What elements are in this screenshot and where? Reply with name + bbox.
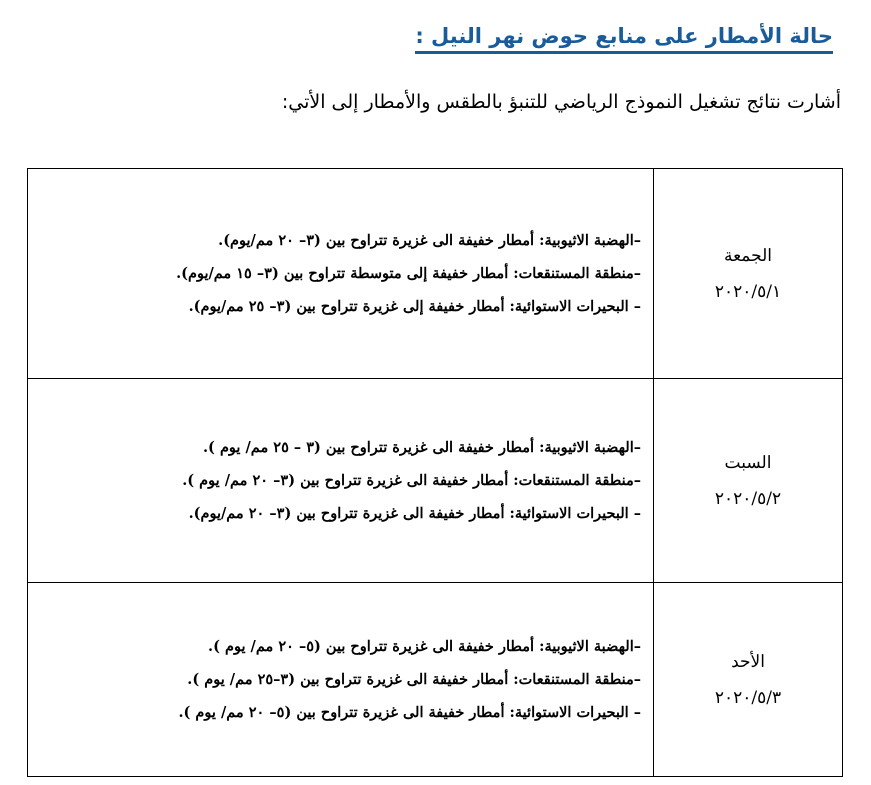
forecast-text-cell [28, 379, 654, 583]
intro-paragraph: أشارت نتائج تشغيل النموذج الرياضي للتنبؤ بالطقس والأمطار إلى الأتي: [281, 91, 841, 113]
date-value: ٢٠٢٠/٥/٢ [714, 488, 782, 509]
forecast-row-sunday [28, 583, 843, 777]
date-cell [654, 379, 843, 583]
region-equatorial-lakes: – البحيرات الاستوائية: أمطار خفيفة الى غزيرة تتراوح بين (٥– ٢٠ مم/ يوم ). [178, 704, 641, 721]
region-ethiopian-plateau: –الهضبة الاثيوبية: أمطار خفيفة الى غزيرة تتراوح بين (٣ – ٢٥ مم/ يوم ). [203, 439, 641, 456]
date-cell [654, 583, 843, 777]
page-title: حالة الأمطار على منابع حوض نهر النيل : [415, 22, 833, 54]
day-name: السبت [724, 452, 772, 473]
day-name: الأحد [731, 651, 765, 672]
forecast-row-friday [28, 169, 843, 379]
date-cell [654, 169, 843, 379]
region-ethiopian-plateau: –الهضبة الاثيوبية: أمطار خفيفة الى غزيرة تتراوح بين (٣– ٢٠ مم/يوم). [218, 232, 641, 249]
region-ethiopian-plateau: –الهضبة الاثيوبية: أمطار خفيفة الى غزيرة تتراوح بين (٥– ٢٠ مم/ يوم ). [208, 638, 641, 655]
forecast-text-cell [28, 169, 654, 379]
region-swamps: –منطقة المستنقعات: أمطار خفيفة الى غزيرة تتراوح بين (٣–٢٥ مم/ يوم ). [187, 671, 641, 688]
date-value: ٢٠٢٠/٥/١ [714, 281, 782, 302]
forecast-row-saturday [28, 379, 843, 583]
region-swamps: –منطقة المستنقعات: أمطار خفيفة الى غزيرة تتراوح بين (٣– ٢٠ مم/ يوم ). [182, 472, 641, 489]
region-equatorial-lakes: – البحيرات الاستوائية: أمطار خفيفة إلى غزيرة تتراوح بين (٣– ٢٥ مم/يوم). [188, 298, 641, 315]
forecast-table [27, 168, 843, 777]
date-value: ٢٠٢٠/٥/٣ [714, 687, 782, 708]
region-equatorial-lakes: – البحيرات الاستوائية: أمطار خفيفة الى غزيرة تتراوح بين (٣– ٢٠ مم/يوم). [188, 505, 641, 522]
forecast-text-cell [28, 583, 654, 777]
day-name: الجمعة [723, 245, 773, 266]
region-swamps: –منطقة المستنقعات: أمطار خفيفة إلى متوسطة تتراوح بين (٣– ١٥ مم/يوم). [176, 265, 641, 282]
